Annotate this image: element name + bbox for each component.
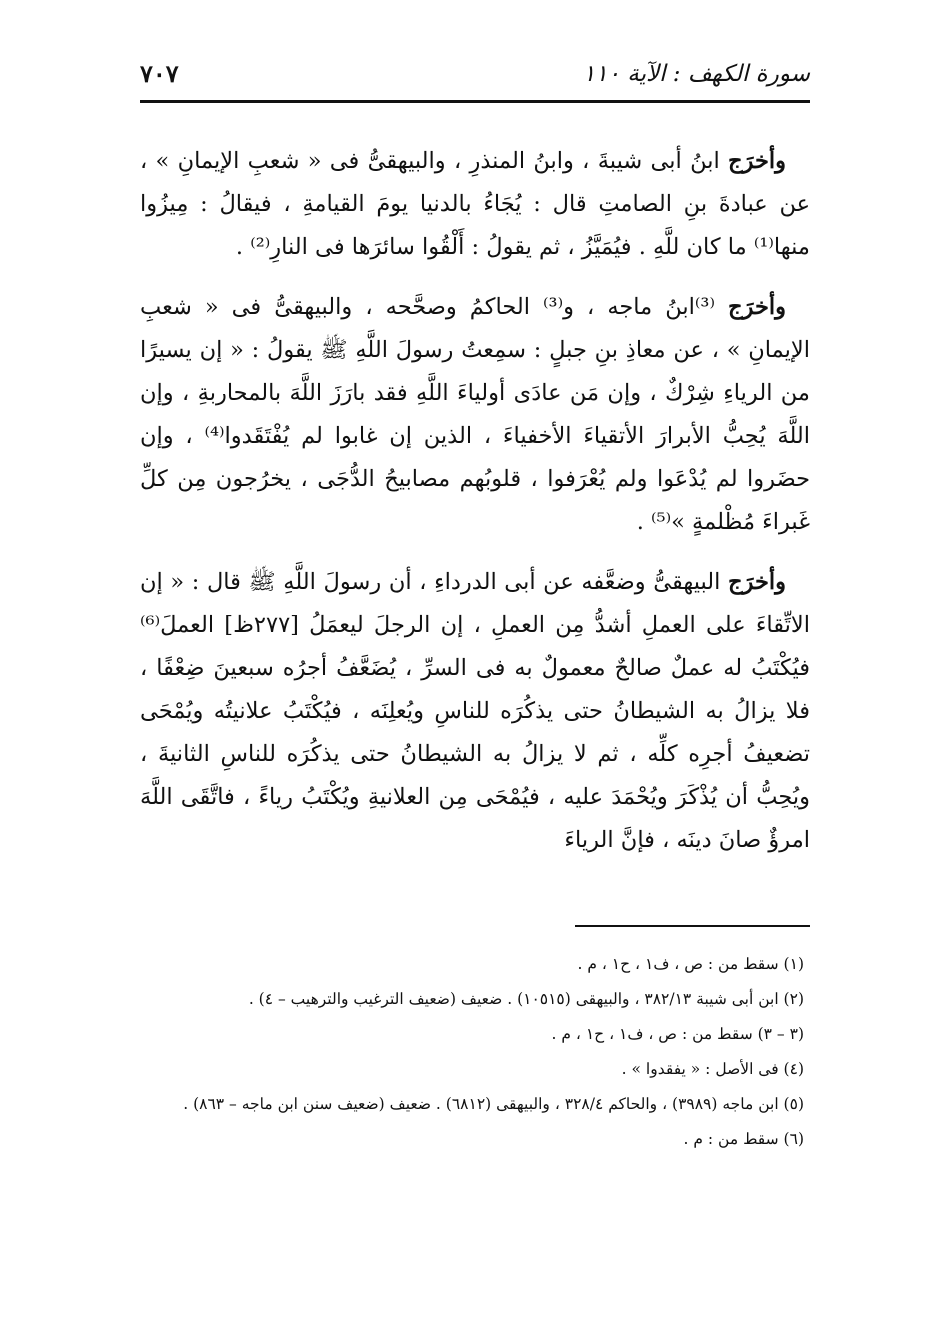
- header-rule: [140, 100, 810, 103]
- paragraph-lead-word: وأخرَج: [728, 148, 786, 174]
- page-header: [140, 56, 810, 96]
- paragraph: [140, 561, 810, 862]
- page-number: ٧٠٧: [140, 59, 179, 88]
- footnote: (٤) فى الأصل : « يفقدوا » .: [621, 1060, 804, 1078]
- paragraph: [140, 140, 810, 269]
- running-title: سورة الكهف : الآية ١١٠: [582, 61, 810, 87]
- footnote: (١) سقط من : ص ، ف١ ، ح١ ، م .: [577, 955, 804, 973]
- paragraph-lead-word: وأخرَج: [728, 569, 786, 595]
- footnote: (٥) ابن ماجه (٣٩٨٩) ، والحاكم ٣٢٨/٤ ، والبيهقى (٦٨١٢) . ضعيف (ضعيف سنن ابن ماجه – ٨٦٣) .: [183, 1095, 804, 1113]
- paragraph-lead-word: وأخرَج: [728, 294, 786, 320]
- main-text: [140, 140, 810, 879]
- paragraph-text: ⁽³⁾ابنُ ماجه ، و⁽³⁾ الحاكمُ وصحَّحه ، والبيهقىُّ فى « شعبِ الإيمانِ » ، عن معاذِ بنِ جبلٍ : سمِعتُ رسولَ اللَّهِ ﷺ يقولُ : « إن يسيرًا من الرياءِ شِرْكٌ ، وإن مَن عادَى أولياءَ اللَّهِ فقد بارَزَ اللَّهَ بالمحاربةِ ، وإن اللَّهَ يُحِبُّ الأبرارَ الأتقياءَ الأخفياءَ ، الذين إن غابوا لم يُفْتَقَدوا⁽⁴⁾ ، وإن حضَروا لم يُدْعَوا ولم يُعْرَفوا ، قلوبُهم مصابيحُ الدُّجَى ، يخرُجون مِن كلِّ غَبراءَ مُظْلمةٍ »⁽⁵⁾ .: [140, 294, 810, 535]
- paragraph: [140, 286, 810, 544]
- footnote: (٢) ابن أبى شيبة ٣٨٢/١٣ ، والبيهقى (١٠٥١٥) . ضعيف (ضعيف الترغيب والترهيب – ٤) .: [248, 990, 804, 1008]
- footnote: (٦) سقط من : م .: [683, 1130, 804, 1148]
- footnote-separator: [575, 925, 810, 927]
- paragraph-text: البيهقىُّ وضعَّفه عن أبى الدرداءِ ، أن رسولَ اللَّهِ ﷺ قال : « إن الاتِّقاءَ على العملِ أشدُّ مِن العملِ ، إن الرجلَ ليعمَلُ [٢٧٧ظ] العملَ⁽⁶⁾ فيُكْتَبُ له عملٌ صالحٌ معمولٌ به فى السرِّ ، يُضَعَّفُ أجرُه سبعينَ ضِعْفًا ، فلا يزالُ به الشيطانُ حتى يذكُرَه للناسِ ويُعلِنَه ، فيُكْتَبُ علانيتُه ويُمْحَى تضعيفُ أجرِه كلِّه ، ثم لا يزالُ به الشيطانُ حتى يذكُرَه للناسِ الثانيةَ ، ويُحِبُّ أن يُذْكَرَ ويُحْمَدَ عليه ، فيُمْحَى مِن العلانيةِ ويُكْتَبُ رياءً ، فاتَّقَى اللَّهَ امرؤٌ صانَ دينَه ، فإنَّ الرياءَ: [140, 569, 810, 853]
- footnotes: [140, 948, 810, 1158]
- footnote: (٣ – ٣) سقط من : ص ، ف١ ، ح١ ، م .: [551, 1025, 804, 1043]
- paragraph-text: ابنُ أبى شيبةَ ، وابنُ المنذرِ ، والبيهقىُّ فى « شعبِ الإيمانِ » ، عن عبادةَ بنِ الصامتِ قال : يُجَاءُ بالدنيا يومَ القيامةِ ، فيقالُ : مِيزُوا منها⁽¹⁾ ما كان للَّهِ . فيُمَيَّزُ ، ثم يقولُ : أَلْقُوا سائرَها فى النارِ⁽²⁾ .: [140, 148, 810, 260]
